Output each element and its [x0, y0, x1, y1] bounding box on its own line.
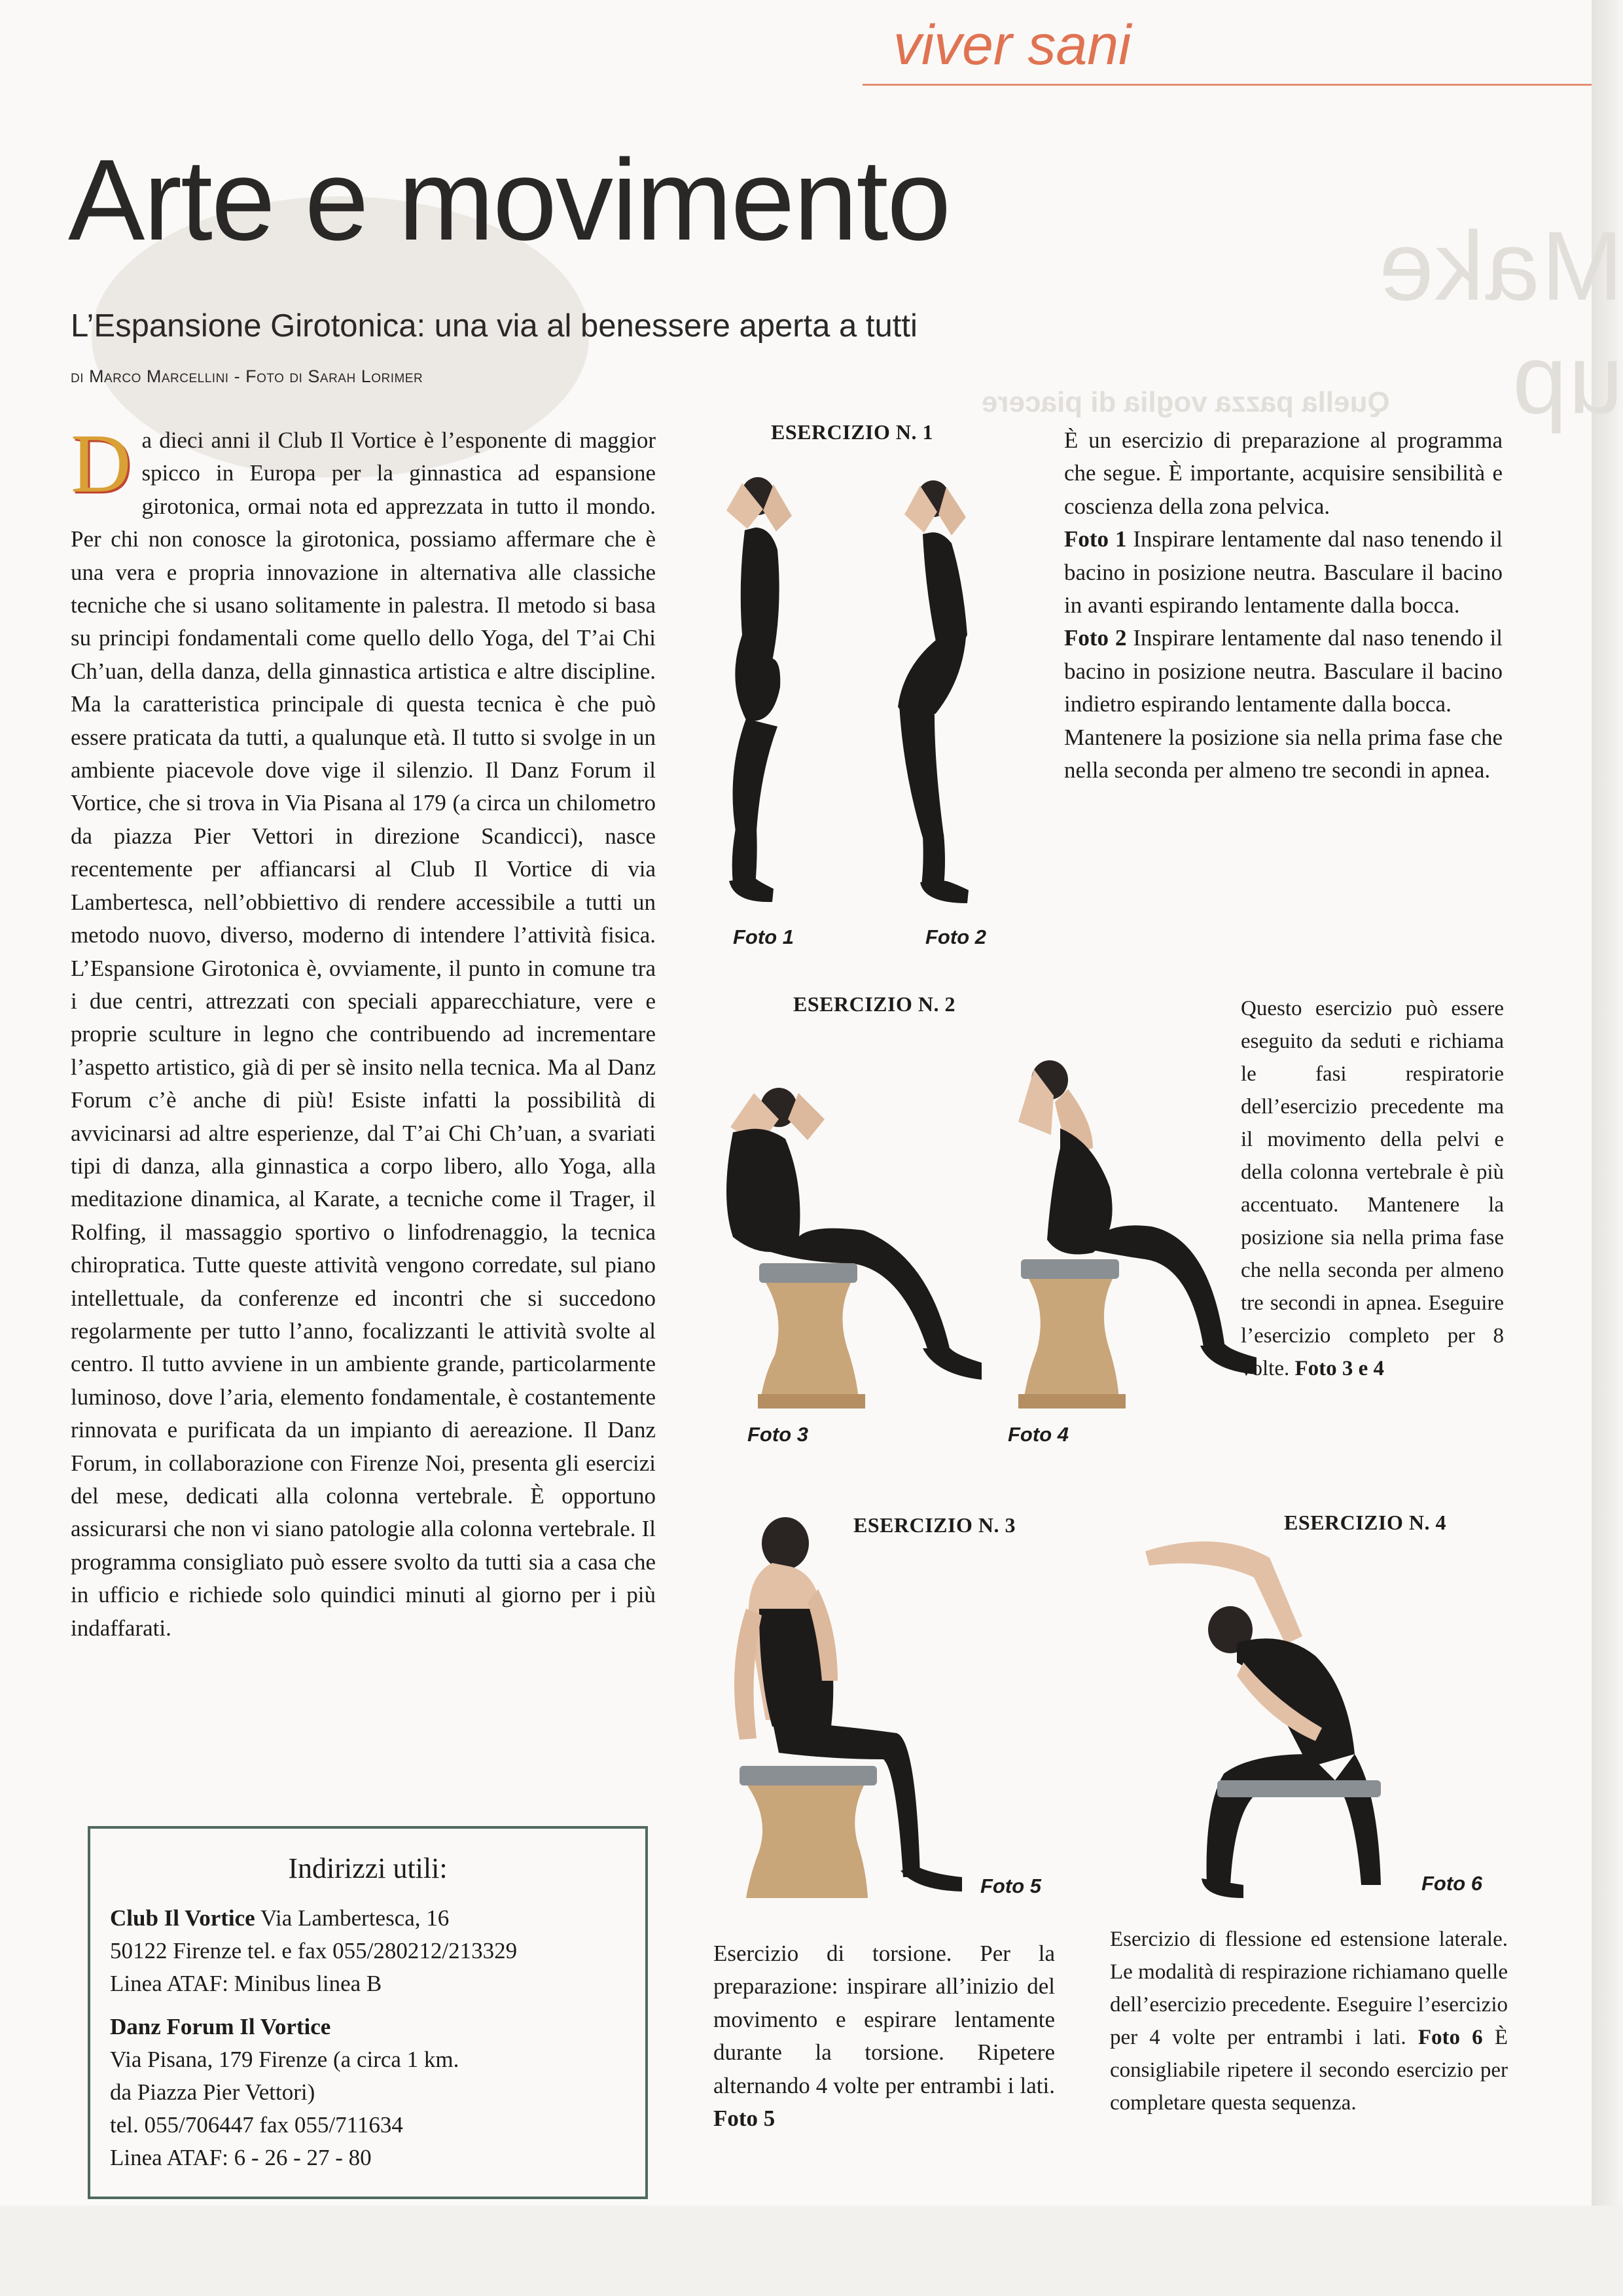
article-body-text: a dieci anni il Club Il Vortice è l’esponente di maggior spicco in Europa per la ginnastica ad espansione girotonica, ormai nota ed apprezzata in tutto il mondo. Per chi non conosce la girotonica, possiamo affermare che è una vera e propria innovazione in alternativa alle classiche tecniche che si usano solitamente in palestra. Il metodo si basa su principi fondamentali come quello dello Yoga, del T’ai Chi Ch’uan, della danza, della ginnastica artistica e altre discipline. Ma la caratteristica principale di questa tecnica è che può essere praticata da tutti, a qualunque età. Il tutto si svolge in un ambiente piacevole dove vige il silenzio. Il Danz Forum il Vortice, che si trova in Via Pisana al 179 (a circa un chilometro da piazza Pier Vettori in direzione Scandicci), nasce recentemente per affiancarsi al Club Il Vortice di via Lambertesca, nell’obbiettivo di rendere accessibile a tutti un metodo nuovo, diverso, moderno di intendere l’attività fisica. L’Espansione Girotonica è, ovviamente, il punto in comune tra i due centri, attrezzati con speciali apparecchiature, vere e proprie sculture in legno che contribuendo ad incrementare l’aspetto artistico, già di per sè insito nella tecnica. Ma al Danz Forum c’è anche di più! Esiste infatti la possibilità di avvicinarsi ad altre esperienze, dal T’ai Chi Ch’uan, a svariati tipi di danza, alla ginnastica a corpo libero, allo Yoga, alla meditazione dinamica, al Karate, a tecniche come il Trager, il Rolfing, il massaggio sportivo o linfodrenaggio, la tecnica chiropratica. Tutte queste attività vengono corredate, sul piano intellettuale, da conferenze ed incontri che si succedono regolarmente per tutto l’anno, focalizzanti le attività svolte al centro. Il tutto avviene in un ambiente grande, particolarmente luminoso, dove l’aria, elemento fondamentale, è costantemente rinnovata e purificata da un impianto di aereazione. Il Danz Forum, in collaborazione con Firenze Noi, presenta gli esercizi del mese, dedicati alla colonna vertebrale. È opportuno assicurarsi che non vi siano patologie alla colonna vertebrale. Il programma consigliato può essere svolto da tutti sia a casa che in ufficio e richiede solo quindici minuti al giorno per i più indaffarati.	[71, 427, 656, 1641]
exercise-2-title: ESERCIZIO N. 2	[793, 992, 955, 1016]
photo-4-figure	[995, 1043, 1257, 1423]
venue-address: Via Lambertesca, 16	[255, 1905, 450, 1931]
exercise-1-title: ESERCIZIO N. 1	[771, 420, 933, 444]
exercise-3-photo-ref: Foto 5	[713, 2106, 776, 2132]
foto-1-instructions: Inspirare lentamente dal naso tenendo il bacino in posizione neutra. Basculare il bacino in avanti espirando lentamente dalla bocca.	[1064, 526, 1503, 619]
section-rule	[863, 84, 1592, 86]
caption-foto-3: Foto 3	[747, 1423, 808, 1446]
exercise-2-description	[1241, 992, 1504, 1385]
addresses-title: Indirizzi utili:	[288, 1852, 448, 1884]
exercise-2-text: Questo esercizio può essere eseguito da seduti e richiama le fasi respiratorie dell’esercizio precedente ma il movimento della pelvi e della colonna vertebrale è più accentuato. Mantenere la posizione sia nella prima fase che nella seconda per almeno tre secondi in apnea. Eseguire l’esercizio completo per 8 volte.	[1241, 997, 1504, 1380]
venue-bus-line: Linea ATAF: Minibus linea B	[110, 1971, 382, 1996]
exercise-4-advice: È consigliabile ripetere il secondo esercizio per completare questa sequenza.	[1110, 2026, 1508, 2115]
venue-name: Club Il Vortice	[110, 1905, 255, 1931]
venue-address-note: da Piazza Pier Vettori)	[110, 2079, 315, 2105]
photo-5	[720, 1511, 982, 1903]
venue-bus-line: Linea ATAF: 6 - 26 - 27 - 80	[110, 2145, 372, 2170]
photo-5-figure	[720, 1511, 982, 1903]
article-body	[71, 417, 656, 1645]
drop-cap: D	[71, 417, 132, 510]
caption-foto-5: Foto 5	[980, 1874, 1041, 1897]
section-label: viver sani	[893, 14, 1132, 77]
exercise-4-title: ESERCIZIO N. 4	[1284, 1511, 1446, 1534]
article-title: Arte e movimento	[68, 136, 950, 264]
exercise-4-photo-ref: Foto 6	[1406, 2026, 1483, 2049]
exercise-3-text: Esercizio di torsione. Per la preparazione: inspirare all’inizio del movimento e espirare lentamente durante la torsione. Ripetere alternando 4 volte per entrambi i lati.	[713, 1941, 1055, 2098]
article-subtitle: L’Espansione Girotonica: una via al benessere aperta a tutti	[71, 308, 918, 344]
exercise-1-intro: È un esercizio di preparazione al programma che segue. È importante, acquisire sensibilità e coscienza della zona pelvica.	[1064, 427, 1503, 519]
caption-foto-4: Foto 4	[1008, 1423, 1069, 1446]
photo-2-figure	[883, 471, 1014, 916]
useful-addresses-box	[88, 1826, 648, 2199]
exercise-4-description	[1110, 1923, 1508, 2119]
foto-2-label: Foto 2	[1064, 625, 1127, 651]
address-entry	[110, 1902, 626, 2000]
foto-1-label: Foto 1	[1064, 526, 1127, 552]
exercise-3-title: ESERCIZIO N. 3	[853, 1513, 1016, 1537]
exercise-1-closing: Mantenere la posizione sia nella prima fase che nella seconda per almeno tre secondi in apnea.	[1064, 724, 1503, 783]
caption-foto-2: Foto 2	[925, 925, 986, 948]
photo-3-figure	[707, 1067, 982, 1420]
venue-phone: tel. 055/706447 fax 055/711634	[110, 2112, 403, 2138]
foto-2-instructions: Inspirare lentamente dal naso tenendo il bacino in posizione neutra. Basculare il bacino indietro espirando lentamente dalla bocca.	[1064, 625, 1503, 717]
photo-2	[883, 471, 1014, 916]
exercise-3-description	[713, 1937, 1055, 2135]
venue-address: Via Pisana, 179 Firenze (a circa 1 km.	[110, 2047, 459, 2072]
exercise-1-description	[1064, 424, 1503, 787]
caption-foto-1: Foto 1	[733, 925, 794, 948]
photo-3	[707, 1067, 982, 1420]
photo-6	[1139, 1532, 1414, 1911]
photo-6-figure	[1139, 1532, 1414, 1911]
address-entry	[110, 2011, 626, 2174]
photo-4	[995, 1043, 1257, 1423]
venue-phone: 50122 Firenze tel. e fax 055/280212/213329	[110, 1938, 518, 1964]
exercise-4-text: Esercizio di flessione ed estensione laterale. Le modalità di respirazione richiamano quelle dell’esercizio precedente. Eseguire l’esercizio per 4 volte per entrambi i lati.	[1110, 1928, 1508, 2049]
bleed-through-subtitle: Quella pazza voglia di piacere	[982, 386, 1390, 418]
exercise-2-photo-ref: Foto 3 e 4	[1289, 1357, 1385, 1380]
venue-name: Danz Forum Il Vortice	[110, 2014, 331, 2039]
caption-foto-6: Foto 6	[1421, 1872, 1482, 1895]
photo-1-figure	[700, 465, 844, 923]
bleed-through-title: Make up	[1378, 211, 1623, 434]
photo-1	[700, 465, 844, 923]
article-byline: di Marco Marcellini - Foto di Sarah Lorimer	[71, 367, 423, 386]
